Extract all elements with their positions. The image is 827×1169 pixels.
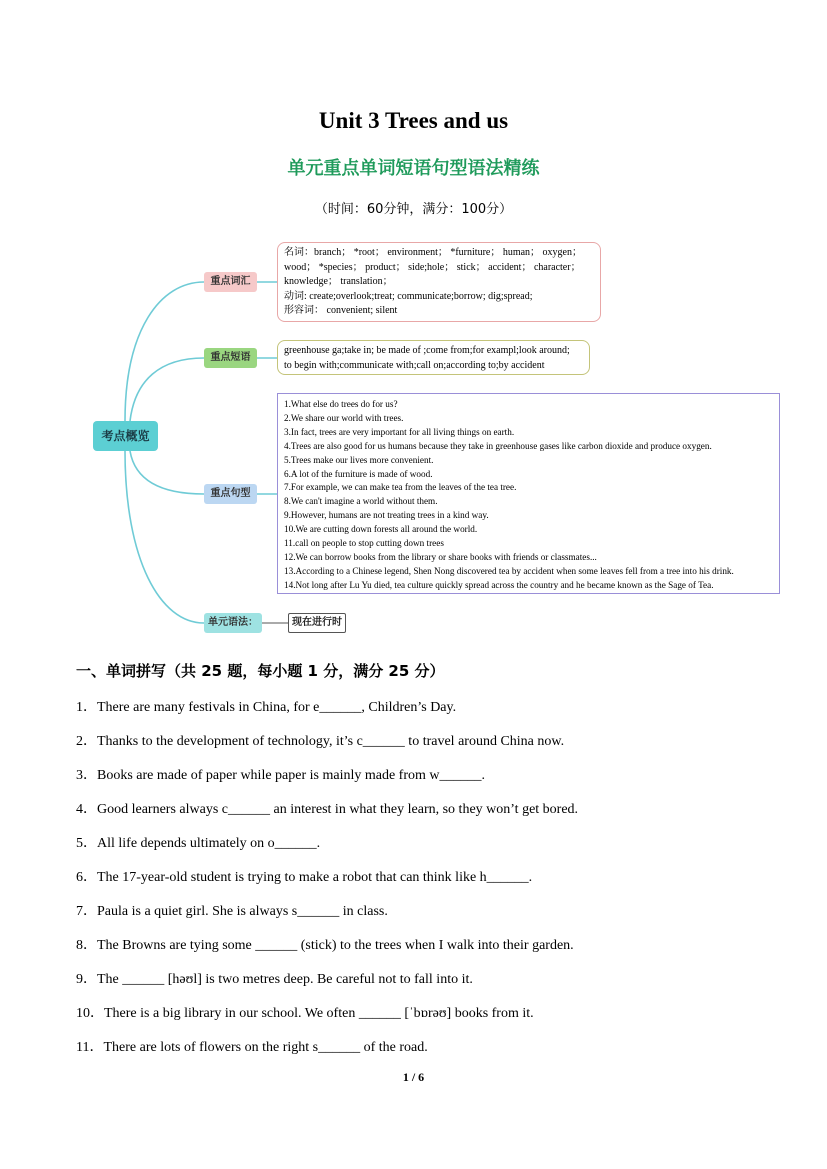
sentence-line: 13.According to a Chinese legend, Shen Nong discovered tea by accident when some leaves fell from a tree into his drink. [284,565,734,576]
sentence-line: 7.For example, we can make tea from the leaves of the tea tree. [284,482,517,493]
vocab-line: 动词: create;overlook;treat; communicate;borrow; dig;spread; [284,290,533,302]
phrase-line: greenhouse ga;take in; be made of ;come from;for exampl;look around; [284,345,570,356]
section-title: 一、单词拼写（共 25 题，每小题 1 分，满分 25 分） [76,662,445,680]
branch-sentence-label: 重点句型 [204,484,257,504]
page-number: 1 / 6 [402,1070,425,1084]
connector-vocab [125,282,204,421]
sentence-line: 4.Trees are also good for us humans because they take in greenhouse gases like carbon dioxide and produce oxygen. [284,440,712,451]
question-item: 8．The Browns are tying some ______ (stick) to the trees when I walk into their garden. [76,938,574,953]
question-item: 4．Good learners always c______ an interest in what they learn, so they won’t get bored. [76,802,579,817]
question-item: 10．There is a big library in our school. We often ______ [ˈbɒrəʊ] books from it. [76,1006,534,1021]
sentence-line: 10.We are cutting down forests all around the world. [284,524,478,535]
connector-sentence [130,451,204,494]
sentence-line: 3.In fact, trees are very important for all living things on earth. [284,426,515,437]
question-item: 5．All life depends ultimately on o______. [76,836,321,851]
vocab-line: wood； *species； product； side;hole； stick； accident； character； [284,261,581,273]
question-item: 9．The ______ [həʊl] is two metres deep. Be careful not to fall into it. [76,972,473,987]
sentence-line: 2.We share our world with trees. [284,412,404,423]
sentence-line: 14.Not long after Lu Yu died, tea culture quickly spread across the country and he became known as the Sage of Tea. [284,579,714,590]
question-item: 1．There are many festivals in China, for e______, Children’s Day. [76,700,457,715]
phrase-box [277,340,590,375]
branch-vocab-label: 重点词汇 [204,272,257,292]
mind-map-root: 考点概览 [93,421,158,451]
branch-grammar-sub: 现在进行时 [288,613,346,633]
sentence-box [277,393,780,594]
sentence-line: 12.We can borrow books from the library or share books with friends or classmates... [284,551,597,562]
sentence-line: 6.A lot of the furniture is made of wood. [284,468,433,479]
connector-grammar [125,451,204,623]
vocab-line: 名词：branch； *root； environment； *furniture； human； oxygen； [284,247,582,258]
branch-phrase-label: 重点短语 [204,348,257,368]
vocab-box [277,242,601,322]
question-item: 2．Thanks to the development of technology, it’s c______ to travel around China now. [76,734,565,749]
sentence-line: 9.However, humans are not treating trees in a kind way. [284,510,489,521]
question-item: 7．Paula is a quiet girl. She is always s______ in class. [76,904,388,919]
question-item: 11．There are lots of flowers on the right s______ of the road. [76,1040,428,1055]
question-item: 3．Books are made of paper while paper is mainly made from w______. [76,768,486,783]
vocab-line: 形容词： convenient; silent [284,305,398,316]
branch-grammar-label: 单元语法： [204,613,262,633]
document-title: Unit 3 Trees and us [318,108,509,133]
sentence-line: 5.Trees make our lives more convenient. [284,454,434,465]
sentence-line: 1.What else do trees do for us? [284,399,398,409]
connector-phrase [130,358,204,421]
time-info: （时间：60分钟，满分：100分） [314,202,513,217]
vocab-line: knowledge； translation； [284,276,393,287]
sentence-line: 8.We can't imagine a world without them. [284,496,438,507]
question-item: 6．The 17-year-old student is trying to make a robot that can think like h______. [76,870,533,885]
document-subtitle: 单元重点单词短语句型语法精练 [287,158,540,179]
phrase-line: to begin with;communicate with;call on;according to;by accident [284,359,545,371]
sentence-line: 11.call on people to stop cutting down trees [284,538,444,549]
